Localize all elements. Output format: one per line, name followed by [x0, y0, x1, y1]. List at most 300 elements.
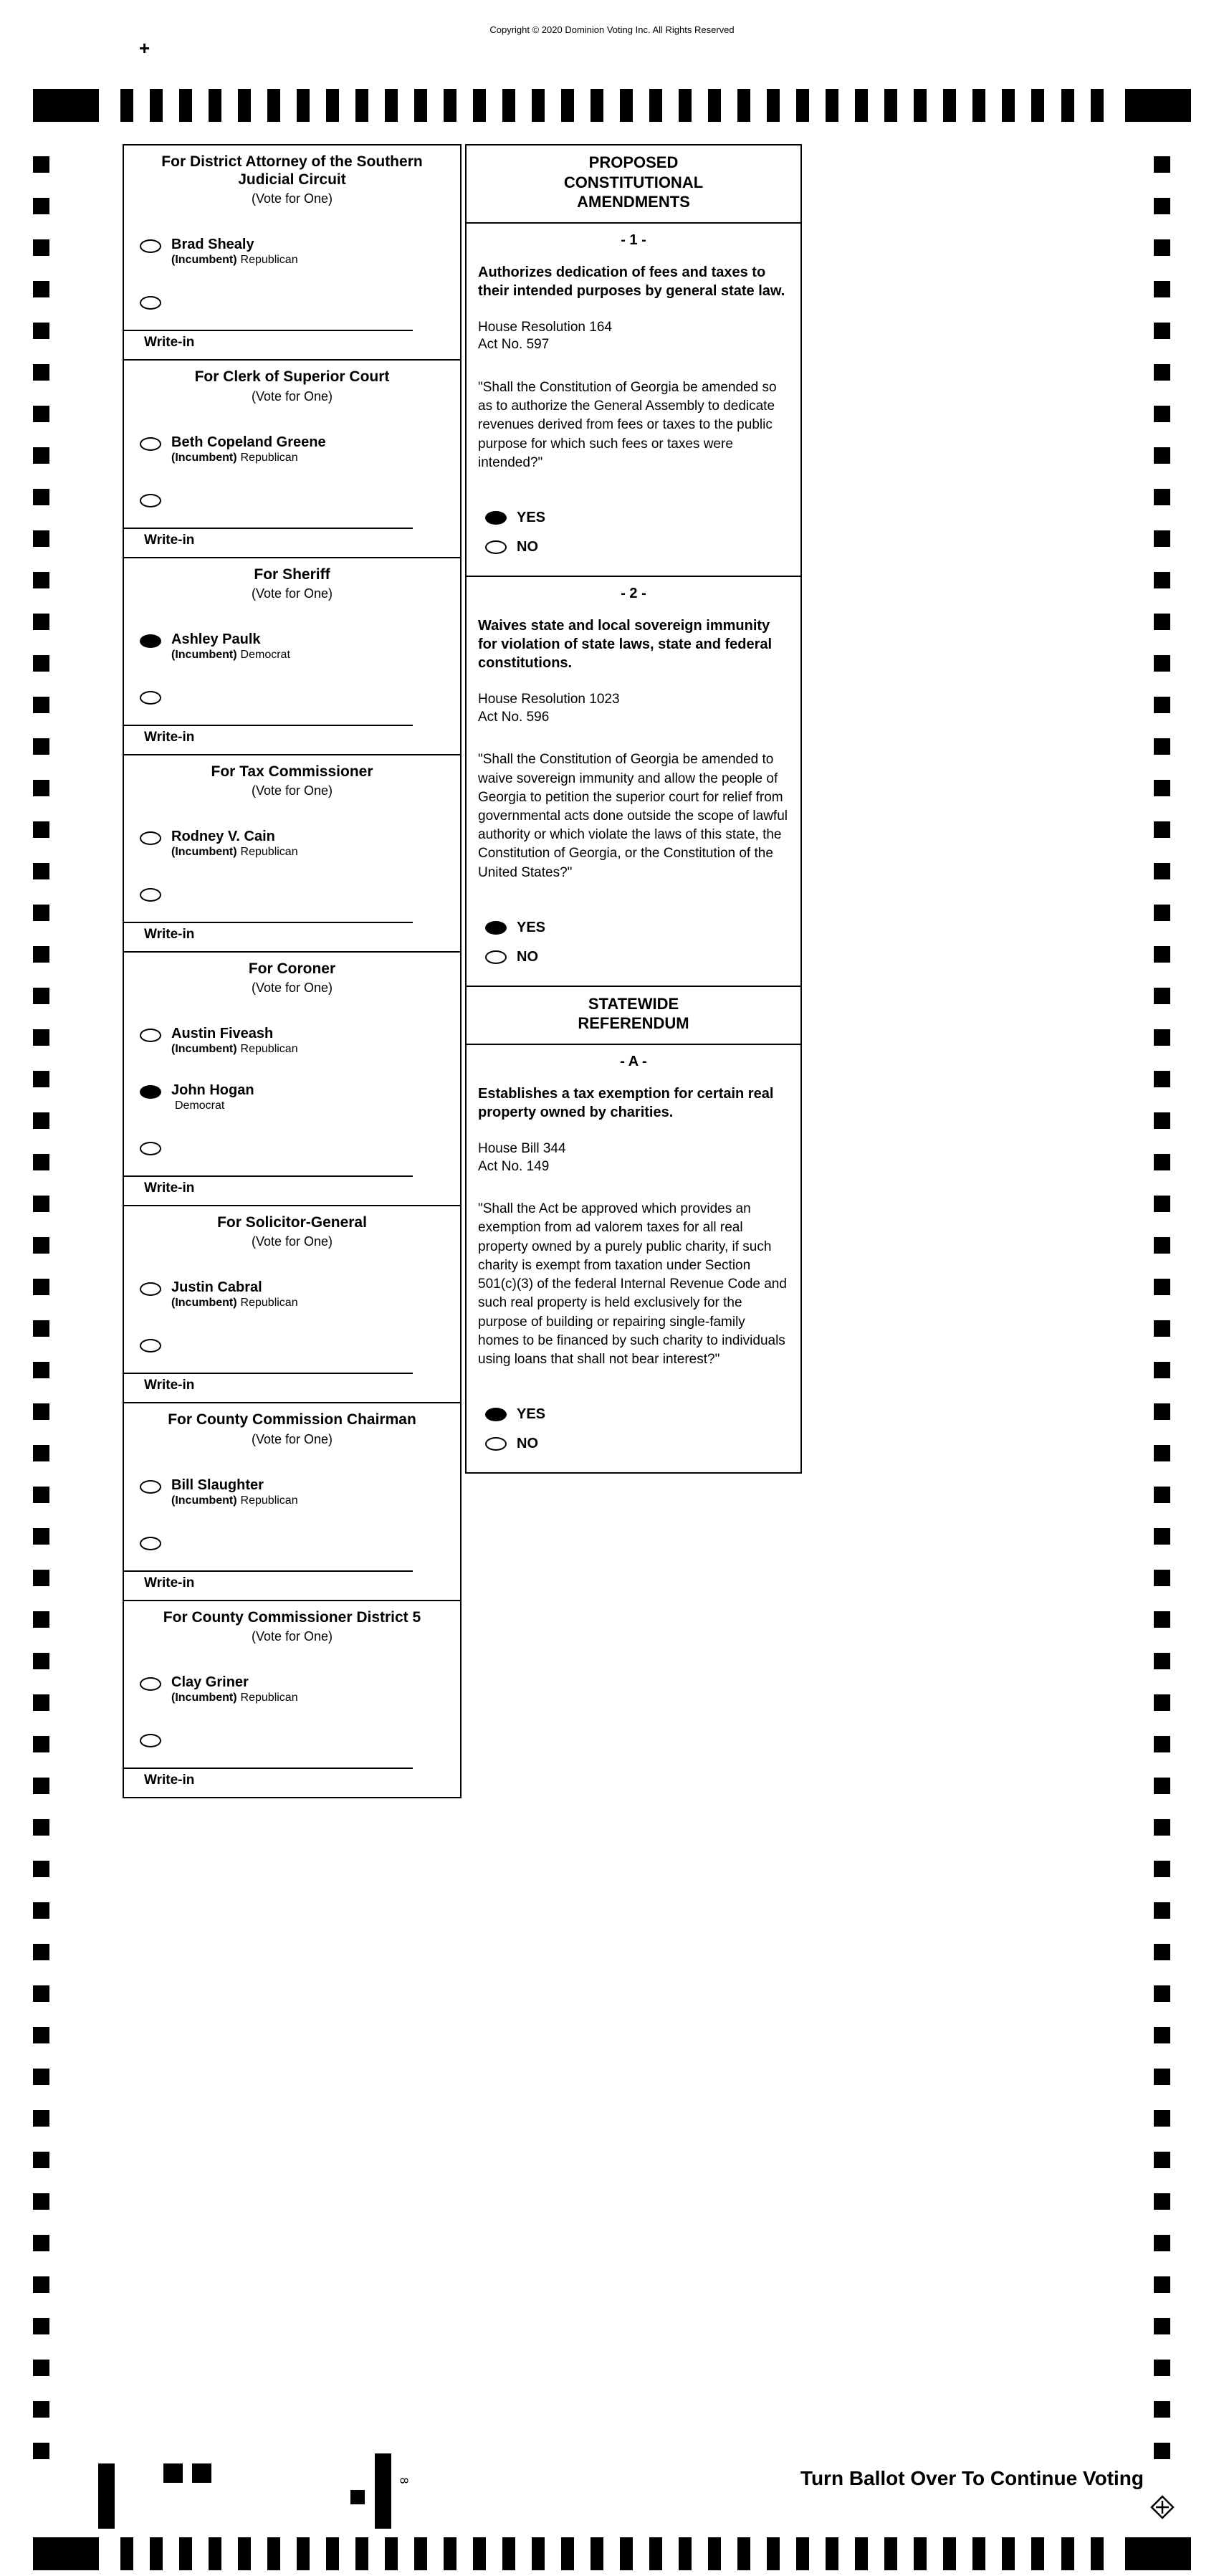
contest-title: For Clerk of Superior Court: [194, 368, 390, 386]
measure-box: [465, 1044, 802, 1474]
vote-oval-icon[interactable]: [485, 950, 507, 964]
measure-summary: Establishes a tax exemption for certain real property owned by charities.: [478, 1085, 774, 1120]
timing-mark-icon: [1154, 2235, 1170, 2251]
timing-mark-icon: [1154, 1196, 1170, 1212]
vote-oval-icon[interactable]: [485, 1437, 507, 1451]
candidate-name: Justin Cabral: [171, 1279, 262, 1296]
write-in-label: Write-in: [144, 1772, 195, 1788]
timing-mark-icon: [33, 655, 49, 672]
timing-mark-icon: [1002, 2537, 1015, 2570]
timing-mark-icon: [532, 89, 545, 122]
measure-option[interactable]: [478, 949, 789, 965]
vote-oval-filled-icon[interactable]: [485, 921, 507, 935]
timing-mark-icon: [33, 1902, 49, 1919]
timing-mark-icon: [943, 2537, 956, 2570]
timing-mark-icon: [33, 2235, 49, 2251]
timing-mark-icon: [1154, 2110, 1170, 2127]
contest-title: For Coroner: [248, 960, 336, 977]
timing-mark-icon: [33, 323, 49, 339]
write-in-option[interactable]: [124, 293, 460, 310]
timing-mark-icon: [1154, 1985, 1170, 2002]
write-in-label: Write-in: [144, 1575, 195, 1590]
measure-number: - 2 -: [621, 585, 646, 601]
timing-mark-icon: [1031, 89, 1044, 122]
timing-mark-icon: [1154, 1112, 1170, 1129]
measure-number: - A -: [620, 1053, 647, 1069]
timing-mark-icon: [33, 1445, 49, 1461]
timing-mark-icon: [33, 1487, 49, 1503]
timing-mark-icon: [267, 2537, 280, 2570]
timing-mark-icon: [33, 198, 49, 214]
party-label: Republican: [240, 1297, 298, 1310]
timing-block-icon: [1125, 2537, 1191, 2570]
form-mark-square: [192, 2463, 211, 2483]
candidate-option[interactable]: [124, 631, 460, 662]
timing-mark-icon: [33, 406, 49, 422]
candidate-name: John Hogan: [171, 1082, 254, 1099]
timing-block-icon: [33, 2537, 99, 2570]
timing-mark-icon: [1154, 447, 1170, 464]
timing-mark-icon: [1154, 323, 1170, 339]
timing-mark-icon: [826, 89, 838, 122]
timing-mark-icon: [1154, 1611, 1170, 1628]
timing-mark-icon: [179, 89, 192, 122]
incumbent-label: (Incumbent): [171, 254, 237, 267]
vote-oval-icon[interactable]: [140, 1480, 161, 1494]
candidate-name: Brad Shealy: [171, 237, 254, 253]
timing-mark-icon: [1061, 89, 1074, 122]
vote-oval-filled-icon[interactable]: [485, 511, 507, 525]
timing-marks-right: [1154, 156, 1170, 2459]
write-in-label: Write-in: [144, 1180, 195, 1196]
measure-option[interactable]: [478, 510, 789, 526]
vote-oval-icon[interactable]: [140, 494, 161, 507]
vote-oval-icon[interactable]: [140, 691, 161, 705]
measure-option[interactable]: [478, 1406, 789, 1423]
vote-oval-icon[interactable]: [140, 296, 161, 310]
timing-bars: [120, 89, 1104, 122]
vote-for-instruction: (Vote for One): [251, 586, 333, 601]
timing-mark-icon: [33, 364, 49, 381]
incumbent-label: (Incumbent): [171, 1043, 237, 1056]
write-in-option[interactable]: [124, 885, 460, 902]
write-in-label: Write-in: [144, 335, 195, 350]
timing-mark-icon: [33, 1320, 49, 1337]
candidate-text: [171, 1477, 298, 1508]
form-mark-square: [163, 2463, 183, 2483]
section-header-box: [465, 144, 802, 224]
timing-mark-icon: [1154, 1902, 1170, 1919]
candidate-text: [171, 1279, 298, 1310]
vote-oval-icon[interactable]: [140, 1339, 161, 1353]
vote-oval-icon[interactable]: [140, 831, 161, 845]
party-label: Republican: [240, 1494, 298, 1507]
timing-mark-icon: [33, 905, 49, 921]
timing-mark-icon: [1154, 2069, 1170, 2085]
form-mark-bar: [375, 2453, 391, 2529]
timing-mark-icon: [855, 89, 868, 122]
timing-mark-icon: [561, 89, 574, 122]
candidate-text: [171, 434, 326, 465]
timing-mark-icon: [1154, 1778, 1170, 1794]
incumbent-label: (Incumbent): [171, 1297, 237, 1310]
form-mark-square: [350, 2490, 365, 2504]
timing-mark-icon: [33, 489, 49, 505]
timing-mark-icon: [297, 89, 310, 122]
measure-reference-line: Act No. 596: [478, 709, 550, 725]
timing-mark-icon: [1154, 489, 1170, 505]
vote-for-instruction: (Vote for One): [251, 1628, 333, 1644]
timing-mark-icon: [826, 2537, 838, 2570]
timing-mark-icon: [1154, 1819, 1170, 1836]
measure-references: [478, 691, 789, 726]
contest-box: [123, 557, 462, 755]
timing-mark-icon: [591, 89, 603, 122]
timing-mark-icon: [620, 2537, 633, 2570]
party-label: Democrat: [240, 648, 290, 661]
measure-content: [467, 232, 800, 576]
timing-mark-icon: [33, 447, 49, 464]
timing-mark-icon: [1154, 946, 1170, 963]
timing-mark-icon: [33, 1861, 49, 1877]
contest-box: [123, 951, 462, 1206]
write-in-label: Write-in: [144, 1378, 195, 1393]
timing-mark-icon: [1154, 1403, 1170, 1420]
candidate-option[interactable]: [124, 434, 460, 465]
timing-mark-icon: [767, 2537, 780, 2570]
timing-mark-icon: [209, 2537, 221, 2570]
vote-oval-filled-icon[interactable]: [485, 1408, 507, 1421]
timing-mark-icon: [33, 2318, 49, 2334]
timing-mark-icon: [33, 2193, 49, 2210]
vote-for-instruction: (Vote for One): [251, 981, 333, 996]
timing-mark-icon: [179, 2537, 192, 2570]
option-label: YES: [517, 919, 546, 935]
contest-title: For District Attorney of the Southern Judicial Circuit: [161, 153, 423, 189]
timing-mark-icon: [502, 89, 515, 122]
timing-mark-icon: [150, 89, 163, 122]
timing-marks-top: [33, 89, 1191, 122]
candidate-text: [171, 1082, 254, 1113]
timing-mark-icon: [150, 2537, 163, 2570]
timing-marks-left: [33, 156, 49, 2459]
timing-mark-icon: [414, 2537, 427, 2570]
candidate-detail: [171, 1099, 254, 1113]
timing-mark-icon: [1154, 738, 1170, 755]
timing-mark-icon: [1154, 905, 1170, 921]
timing-mark-icon: [209, 89, 221, 122]
vote-for-instruction: (Vote for One): [251, 1234, 333, 1249]
timing-mark-icon: [708, 2537, 721, 2570]
party-label: Democrat: [175, 1099, 225, 1112]
timing-mark-icon: [33, 1112, 49, 1129]
candidate-option[interactable]: [124, 1477, 460, 1508]
write-in-option[interactable]: [124, 688, 460, 705]
vote-oval-icon[interactable]: [140, 437, 161, 451]
timing-mark-icon: [649, 2537, 662, 2570]
timing-mark-icon: [1154, 2360, 1170, 2376]
timing-mark-icon: [502, 2537, 515, 2570]
timing-mark-icon: [1154, 988, 1170, 1004]
vote-oval-icon[interactable]: [140, 1734, 161, 1747]
timing-mark-icon: [33, 281, 49, 297]
timing-mark-icon: [884, 2537, 897, 2570]
measure-reference-line: House Resolution 164: [478, 319, 612, 335]
timing-mark-icon: [1154, 780, 1170, 796]
turn-ballot-over-text: Turn Ballot Over To Continue Voting: [800, 2467, 1144, 2489]
timing-mark-icon: [796, 2537, 809, 2570]
timing-mark-icon: [1154, 281, 1170, 297]
timing-mark-icon: [1154, 1362, 1170, 1378]
contests-column: [123, 144, 462, 1798]
candidate-option[interactable]: [124, 829, 460, 859]
timing-mark-icon: [33, 239, 49, 256]
candidate-name: Bill Slaughter: [171, 1477, 264, 1493]
section-header-line: STATEWIDE: [588, 994, 679, 1013]
timing-mark-icon: [33, 2027, 49, 2043]
timing-mark-icon: [267, 89, 280, 122]
timing-mark-icon: [444, 2537, 456, 2570]
candidate-text: [171, 1026, 298, 1056]
candidate-name: Austin Fiveash: [171, 1026, 274, 1042]
vote-for-instruction: (Vote for One): [251, 388, 333, 404]
timing-mark-icon: [385, 89, 398, 122]
timing-mark-icon: [33, 780, 49, 796]
timing-mark-icon: [943, 89, 956, 122]
section-header-line: CONSTITUTIONAL: [563, 173, 704, 191]
measure-question: "Shall the Act be approved which provides an exemption from ad valorem taxes for all real property owned by a purely public charity, if such charity is exempt from taxation under Section 501(c)(3) of the federal Internal Revenue Code and such real property is held exclusively for the purpose of building or repairing single-family homes to be financed by such charity to individuals using loans that shall not bear interest?": [478, 1201, 787, 1367]
party-label: Republican: [240, 254, 298, 267]
timing-bars: [120, 2537, 1104, 2570]
vote-oval-icon[interactable]: [485, 540, 507, 554]
measure-content: [467, 586, 800, 986]
measure-question: "Shall the Constitution of Georgia be amended so as to authorize the General Assembly to dedicate revenues derived from fees or taxes to the public purpose for which such fees or taxes were intended?": [478, 379, 777, 470]
timing-mark-icon: [33, 1237, 49, 1254]
measure-reference-line: Act No. 597: [478, 337, 550, 353]
contest-title: For Tax Commissioner: [211, 763, 373, 780]
contest-title: For Solicitor-General: [217, 1214, 367, 1231]
timing-mark-icon: [33, 1570, 49, 1586]
write-in-label: Write-in: [144, 729, 195, 745]
candidate-detail: [171, 1691, 298, 1705]
candidate-detail: [171, 1296, 298, 1310]
timing-mark-icon: [33, 1196, 49, 1212]
timing-mark-icon: [33, 1154, 49, 1170]
measure-option[interactable]: [478, 920, 789, 936]
vote-oval-icon[interactable]: [140, 1677, 161, 1691]
timing-mark-icon: [737, 2537, 750, 2570]
measure-references: [478, 1140, 789, 1175]
timing-mark-icon: [33, 697, 49, 713]
timing-block-icon: [1125, 89, 1191, 122]
vote-oval-icon[interactable]: [140, 1537, 161, 1550]
candidate-name: Rodney V. Cain: [171, 828, 275, 844]
timing-mark-icon: [1154, 614, 1170, 630]
vote-oval-filled-icon[interactable]: [140, 634, 161, 648]
timing-mark-icon: [33, 988, 49, 1004]
form-mark-bar: [98, 2463, 115, 2529]
timing-mark-icon: [796, 89, 809, 122]
timing-mark-icon: [33, 1778, 49, 1794]
vote-oval-icon[interactable]: [140, 1142, 161, 1155]
timing-mark-icon: [33, 946, 49, 963]
incumbent-label: (Incumbent): [171, 1494, 237, 1507]
timing-mark-icon: [1154, 2193, 1170, 2210]
write-in-option[interactable]: [124, 1139, 460, 1155]
timing-mark-icon: [33, 1279, 49, 1295]
measure-references: [478, 319, 789, 354]
write-in-label: Write-in: [144, 926, 195, 942]
measure-reference-line: Act No. 149: [478, 1158, 550, 1174]
candidate-text: [171, 829, 298, 859]
timing-mark-icon: [33, 738, 49, 755]
timing-mark-icon: [972, 2537, 985, 2570]
write-in-option[interactable]: [124, 1731, 460, 1747]
timing-mark-icon: [737, 89, 750, 122]
contest-box: [123, 144, 462, 361]
option-label: NO: [517, 948, 538, 965]
candidate-detail: [171, 648, 290, 662]
timing-mark-icon: [679, 89, 692, 122]
section-header-line: AMENDMENTS: [577, 193, 690, 211]
timing-mark-icon: [33, 863, 49, 879]
timing-mark-icon: [914, 89, 927, 122]
measure-summary: Authorizes dedication of fees and taxes to their intended purposes by general state law.: [478, 264, 785, 299]
option-label: NO: [517, 1436, 538, 1452]
contest-box: [123, 1402, 462, 1601]
timing-mark-icon: [33, 572, 49, 588]
timing-mark-icon: [33, 1403, 49, 1420]
timing-mark-icon: [33, 2152, 49, 2168]
vote-oval-icon[interactable]: [140, 239, 161, 253]
timing-mark-icon: [1154, 1487, 1170, 1503]
timing-mark-icon: [297, 2537, 310, 2570]
party-label: Republican: [240, 1043, 298, 1056]
timing-mark-icon: [561, 2537, 574, 2570]
timing-mark-icon: [33, 1819, 49, 1836]
timing-mark-icon: [238, 2537, 251, 2570]
candidate-detail: [171, 845, 298, 859]
timing-mark-icon: [1154, 156, 1170, 173]
vote-oval-filled-icon[interactable]: [140, 1085, 161, 1099]
timing-mark-icon: [1154, 1570, 1170, 1586]
timing-mark-icon: [33, 1029, 49, 1046]
candidate-detail: [171, 451, 326, 465]
timing-mark-icon: [444, 89, 456, 122]
write-in-option[interactable]: [124, 1336, 460, 1353]
section-header-line: PROPOSED: [588, 153, 679, 171]
timing-mark-icon: [1154, 697, 1170, 713]
timing-mark-icon: [33, 821, 49, 838]
timing-mark-icon: [33, 1944, 49, 1960]
timing-mark-icon: [1154, 1694, 1170, 1711]
section-header-box: [465, 986, 802, 1045]
timing-mark-icon: [33, 1694, 49, 1711]
vote-oval-icon[interactable]: [140, 1282, 161, 1296]
timing-mark-icon: [972, 89, 985, 122]
timing-mark-icon: [355, 2537, 368, 2570]
timing-mark-icon: [33, 1528, 49, 1545]
timing-mark-icon: [1154, 1029, 1170, 1046]
measure-box: [465, 222, 802, 577]
timing-mark-icon: [326, 89, 339, 122]
vote-oval-icon[interactable]: [140, 888, 161, 902]
timing-mark-icon: [767, 89, 780, 122]
vote-oval-icon[interactable]: [140, 1029, 161, 1042]
candidate-option[interactable]: [124, 237, 460, 267]
timing-mark-icon: [33, 1653, 49, 1669]
measure-reference-line: House Resolution 1023: [478, 691, 620, 707]
timing-mark-icon: [33, 1985, 49, 2002]
measure-option[interactable]: [478, 539, 789, 555]
candidate-name: Beth Copeland Greene: [171, 434, 326, 450]
timing-mark-icon: [1154, 2443, 1170, 2459]
candidate-detail: [171, 253, 298, 267]
write-in-label: Write-in: [144, 532, 195, 548]
option-label: YES: [517, 1406, 546, 1423]
timing-mark-icon: [473, 2537, 486, 2570]
measure-box: [465, 576, 802, 987]
write-in-option[interactable]: [124, 491, 460, 507]
timing-mark-icon: [532, 2537, 545, 2570]
candidate-option[interactable]: [124, 1082, 460, 1113]
timing-mark-icon: [884, 89, 897, 122]
timing-mark-icon: [1154, 821, 1170, 838]
timing-mark-icon: [33, 1362, 49, 1378]
timing-mark-icon: [1154, 1653, 1170, 1669]
party-label: Republican: [240, 1691, 298, 1704]
copyright-text: Copyright © 2020 Dominion Voting Inc. All Rights Reserved: [489, 24, 735, 35]
contest-title: For County Commissioner District 5: [163, 1608, 421, 1626]
timing-mark-icon: [649, 89, 662, 122]
timing-mark-icon: [33, 614, 49, 630]
timing-mark-icon: [1154, 1279, 1170, 1295]
timing-mark-icon: [591, 2537, 603, 2570]
measure-number: - 1 -: [621, 232, 646, 248]
candidate-option[interactable]: [124, 1026, 460, 1056]
timing-mark-icon: [33, 2110, 49, 2127]
vote-for-instruction: (Vote for One): [251, 191, 333, 206]
timing-marks-bottom: [33, 2537, 1191, 2570]
timing-mark-icon: [1154, 406, 1170, 422]
timing-mark-icon: [1154, 1944, 1170, 1960]
contest-title: For County Commission Chairman: [168, 1411, 416, 1428]
write-in-option[interactable]: [124, 1534, 460, 1550]
registration-plus-mark: +: [139, 37, 150, 59]
option-label: NO: [517, 538, 538, 555]
timing-mark-icon: [1031, 2537, 1044, 2570]
timing-mark-icon: [326, 2537, 339, 2570]
candidate-option[interactable]: [124, 1674, 460, 1705]
timing-mark-icon: [33, 2069, 49, 2085]
sheet-number-mark: 8: [397, 2477, 410, 2484]
timing-mark-icon: [33, 1611, 49, 1628]
measure-option[interactable]: [478, 1436, 789, 1452]
candidate-option[interactable]: [124, 1279, 460, 1310]
measure-reference-line: House Bill 344: [478, 1140, 566, 1156]
timing-mark-icon: [1154, 1861, 1170, 1877]
timing-mark-icon: [1154, 364, 1170, 381]
contest-title: For Sheriff: [254, 566, 330, 583]
timing-mark-icon: [33, 2360, 49, 2376]
timing-mark-icon: [1154, 1320, 1170, 1337]
registration-crosshair-icon: [1148, 2493, 1177, 2525]
timing-mark-icon: [1154, 2276, 1170, 2293]
contest-box: [123, 1205, 462, 1403]
timing-mark-icon: [1091, 89, 1104, 122]
candidate-detail: [171, 1042, 298, 1056]
timing-mark-icon: [1154, 530, 1170, 547]
